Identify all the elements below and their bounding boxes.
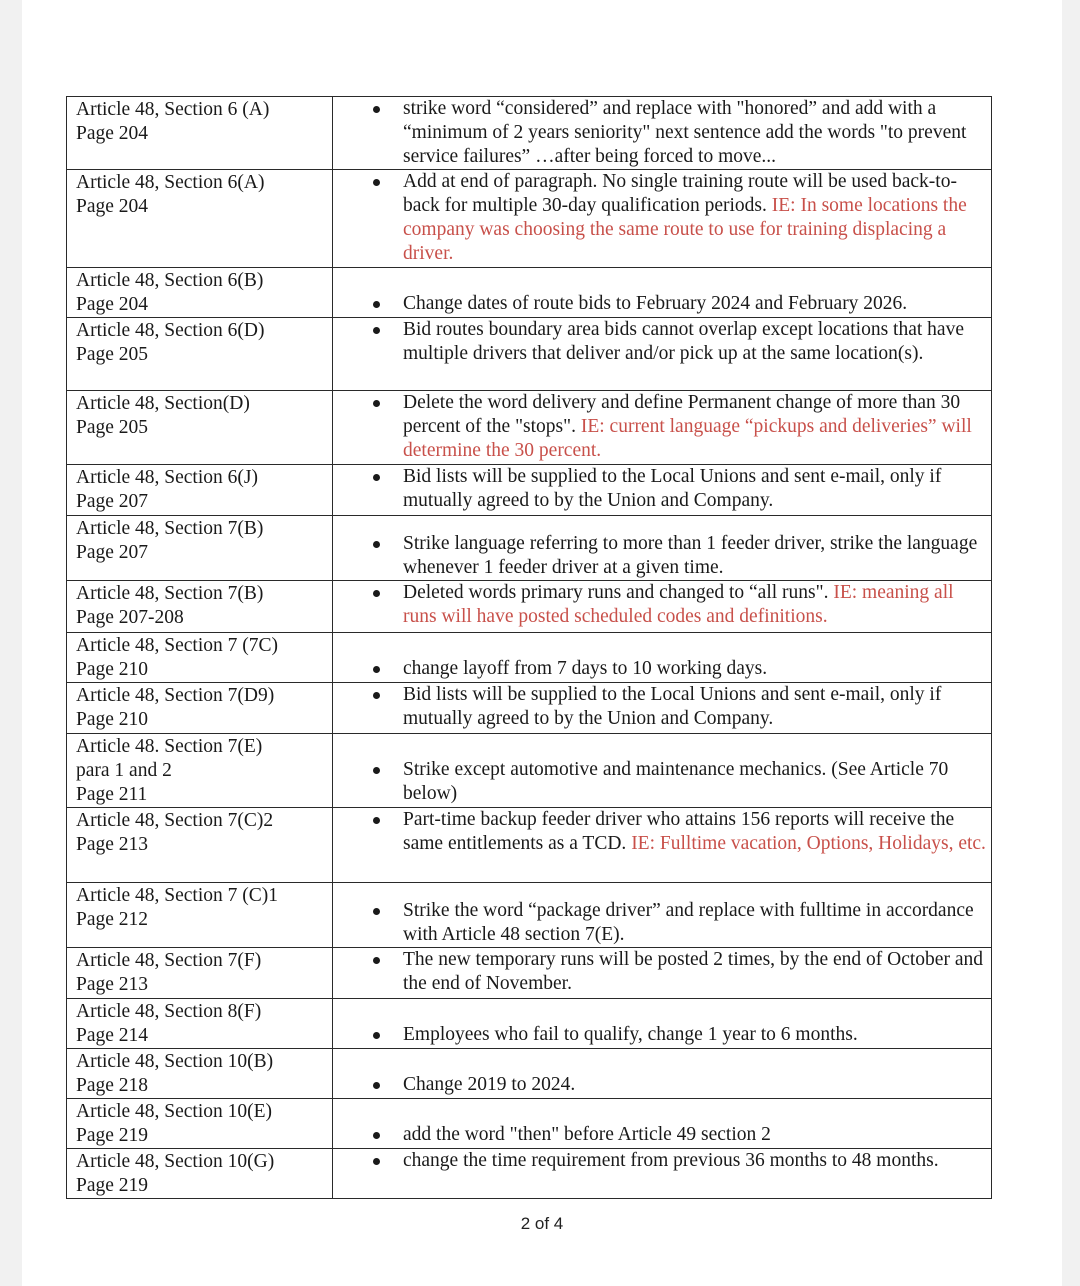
- bullet-item: [333, 1073, 991, 1097]
- article-reference: Article 48, Section 6(B): [76, 270, 264, 291]
- article-reference: Article 48, Section 7(F): [76, 950, 262, 971]
- page-reference: Page 212: [76, 909, 149, 930]
- change-description-cell: [333, 268, 992, 318]
- change-text: Change dates of route bids to February 2024 and February 2026.: [403, 293, 908, 314]
- article-reference-cell: [67, 391, 333, 465]
- bullet-item: [333, 899, 991, 947]
- article-reference: Article 48, Section 10(B): [76, 1051, 274, 1072]
- bullet-item: [333, 318, 991, 366]
- bullet-item: [333, 532, 991, 580]
- table-row: [67, 1099, 992, 1149]
- change-description-cell: [333, 1099, 992, 1149]
- ie-explanation: IE: current language “pickups and deliveries” will determine the 30 percent.: [403, 416, 972, 461]
- article-reference: Article 48, Section 7(D9): [76, 685, 275, 706]
- article-reference: Article 48, Section 6(J): [76, 467, 258, 488]
- change-text: add the word "then" before Article 49 section 2: [403, 1124, 771, 1145]
- article-reference: Article 48, Section 7(C)2: [76, 810, 274, 831]
- page-reference: Page 210: [76, 709, 149, 730]
- table-row: [67, 318, 992, 391]
- bullet-item: [333, 683, 991, 731]
- document-page: [22, 0, 1062, 1286]
- article-reference: Article 48, Section 10(G): [76, 1151, 275, 1172]
- change-text: change layoff from 7 days to 10 working days.: [403, 658, 768, 679]
- article-reference-cell: [67, 1049, 333, 1099]
- page-reference: Page 207: [76, 542, 149, 563]
- change-text: Deleted words primary runs and changed to “all runs".: [403, 582, 829, 603]
- page-reference: Page 205: [76, 344, 149, 365]
- page-reference: Page 218: [76, 1075, 149, 1096]
- article-reference: Article 48. Section 7(E): [76, 736, 263, 757]
- article-reference-cell: [67, 1099, 333, 1149]
- table-row: [67, 883, 992, 948]
- bullet-item: [333, 1123, 991, 1147]
- change-text: Add at end of paragraph. No single training route will be used back-to-back for multiple 30-day qualification periods.: [403, 171, 957, 216]
- article-reference: Article 48, Section 7 (C)1: [76, 885, 278, 906]
- article-reference: Article 48, Section 7 (7C): [76, 635, 278, 656]
- change-description-cell: [333, 808, 992, 883]
- change-description-cell: [333, 97, 992, 170]
- change-text: strike word “considered” and replace with "honored” and add with a “minimum of 2 years seniority" next sentence add the words "to prevent service failures” …after being forced to move...: [403, 98, 967, 167]
- bullet-item: [333, 391, 991, 463]
- article-reference: Article 48, Section 6 (A): [76, 99, 270, 120]
- article-reference-cell: [67, 170, 333, 268]
- article-reference: Article 48, Section 10(E): [76, 1101, 273, 1122]
- change-description-cell: [333, 633, 992, 683]
- table-row: [67, 808, 992, 883]
- change-text: Delete the word delivery and define Permanent change of more than 30 percent of the "stops".: [403, 392, 961, 437]
- page-reference: Page 219: [76, 1175, 149, 1196]
- page-reference: Page 214: [76, 1025, 149, 1046]
- article-reference: Article 48, Section 8(F): [76, 1001, 262, 1022]
- page-reference: Page 219: [76, 1125, 149, 1146]
- table-row: [67, 465, 992, 516]
- table-row: [67, 1049, 992, 1099]
- change-description-cell: [333, 734, 992, 808]
- change-text: Employees who fail to qualify, change 1 year to 6 months.: [403, 1024, 858, 1045]
- page-reference: Page 204: [76, 123, 149, 144]
- article-reference-cell: [67, 808, 333, 883]
- article-reference-cell: [67, 633, 333, 683]
- change-description-cell: [333, 170, 992, 268]
- article-reference-cell: [67, 883, 333, 948]
- change-description-cell: [333, 883, 992, 948]
- change-text: The new temporary runs will be posted 2 times, by the end of October and the end of November.: [403, 949, 983, 994]
- amendments-table: [66, 96, 992, 1199]
- table-row: [67, 683, 992, 734]
- page-reference: Page 204: [76, 196, 149, 217]
- article-reference: Article 48, Section 6(A): [76, 172, 265, 193]
- article-reference-cell: [67, 683, 333, 734]
- table-row: [67, 516, 992, 581]
- change-text: Change 2019 to 2024.: [403, 1074, 576, 1095]
- article-reference-cell: [67, 999, 333, 1049]
- change-description-cell: [333, 1049, 992, 1099]
- article-reference-cell: [67, 948, 333, 999]
- ie-explanation: IE: In some locations the company was choosing the same route to use for training displacing a driver.: [403, 195, 967, 264]
- page-reference: Page 210: [76, 659, 149, 680]
- change-text: change the time requirement from previous 36 months to 48 months.: [403, 1150, 939, 1171]
- article-reference-cell: [67, 318, 333, 391]
- table-row: [67, 97, 992, 170]
- ie-explanation: IE: meaning all runs will have posted scheduled codes and definitions.: [403, 582, 954, 627]
- change-description-cell: [333, 999, 992, 1049]
- change-text: Strike language referring to more than 1 feeder driver, strike the language whenever 1 feeder driver at a given time.: [403, 533, 978, 578]
- article-reference-cell: [67, 1149, 333, 1199]
- article-reference-cell: [67, 268, 333, 318]
- page-reference: Page 204: [76, 294, 149, 315]
- table-row: [67, 170, 992, 268]
- bullet-item: [333, 581, 991, 629]
- article-reference-cell: [67, 465, 333, 516]
- page-number: 2 of 4: [520, 1214, 564, 1233]
- article-reference: Article 48, Section 6(D): [76, 320, 265, 341]
- change-description-cell: [333, 465, 992, 516]
- bullet-item: [333, 170, 991, 266]
- change-text: Strike the word “package driver” and replace with fulltime in accordance with Article 48 section 7(E).: [403, 900, 974, 945]
- table-row: [67, 268, 992, 318]
- change-text: Bid lists will be supplied to the Local Unions and sent e-mail, only if mutually agreed to by the Union and Company.: [403, 466, 942, 511]
- change-text: Strike except automotive and maintenance mechanics. (See Article 70 below): [403, 759, 949, 804]
- page-reference: Page 207-208: [76, 607, 184, 628]
- page-reference: Page 207: [76, 491, 149, 512]
- article-reference-cell: [67, 581, 333, 633]
- change-description-cell: [333, 318, 992, 391]
- article-reference: Article 48, Section 7(B): [76, 518, 264, 539]
- table-row: [67, 1149, 992, 1199]
- page-reference: Page 205: [76, 417, 149, 438]
- table-row: [67, 391, 992, 465]
- change-description-cell: [333, 683, 992, 734]
- change-description-cell: [333, 948, 992, 999]
- table-row: [67, 633, 992, 683]
- page-reference: Page 211: [76, 784, 148, 805]
- bullet-item: [333, 758, 991, 806]
- page-reference: Page 213: [76, 974, 149, 995]
- change-text: Bid lists will be supplied to the Local Unions and sent e-mail, only if mutually agreed to by the Union and Company.: [403, 684, 942, 729]
- bullet-item: [333, 948, 991, 996]
- article-reference: Article 48, Section(D): [76, 393, 250, 414]
- bullet-item: [333, 292, 991, 316]
- article-reference: Article 48, Section 7(B): [76, 583, 264, 604]
- bullet-item: [333, 1023, 991, 1047]
- article-reference-cell: [67, 516, 333, 581]
- bullet-item: [333, 465, 991, 513]
- change-text: Part-time backup feeder driver who attains 156 reports will receive the same entitlements as a TCD.: [403, 809, 955, 854]
- table-row: [67, 734, 992, 808]
- ie-explanation: IE: Fulltime vacation, Options, Holidays, etc.: [631, 833, 986, 854]
- change-description-cell: [333, 1149, 992, 1199]
- bullet-item: [333, 97, 991, 169]
- change-description-cell: [333, 581, 992, 633]
- article-reference-cell: [67, 97, 333, 170]
- table-row: [67, 999, 992, 1049]
- change-description-cell: [333, 391, 992, 465]
- article-reference-cell: [67, 734, 333, 808]
- bullet-item: [333, 1149, 991, 1173]
- change-description-cell: [333, 516, 992, 581]
- bullet-item: [333, 808, 991, 856]
- table-row: [67, 581, 992, 633]
- bullet-item: [333, 657, 991, 681]
- change-text: Bid routes boundary area bids cannot overlap except locations that have multiple drivers that deliver and/or pick up at the same location(s).: [403, 319, 964, 364]
- page-reference: Page 213: [76, 834, 149, 855]
- table-row: [67, 948, 992, 999]
- article-reference: para 1 and 2: [76, 760, 172, 781]
